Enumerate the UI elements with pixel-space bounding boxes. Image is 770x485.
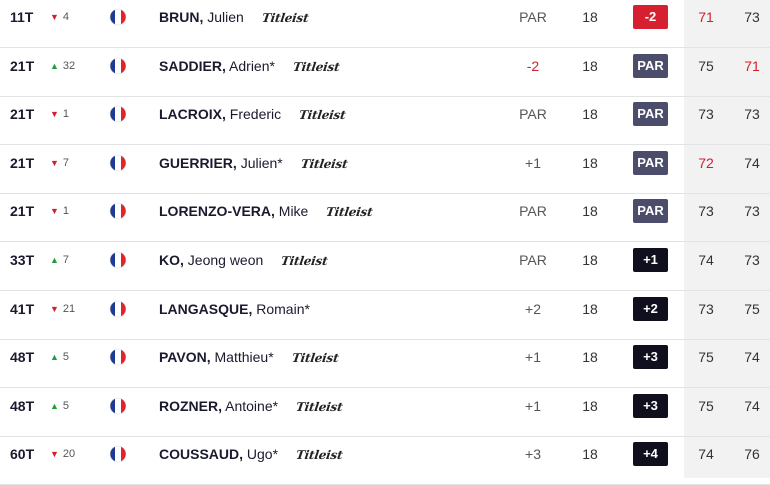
total-score	[633, 291, 668, 339]
down-triangle-icon: ▼	[50, 449, 59, 460]
today-score: +3	[525, 446, 541, 463]
position-movement	[50, 436, 90, 484]
up-triangle-icon: ▲	[50, 352, 59, 363]
movement-value: 1	[62, 108, 70, 121]
player-last-name: LACROIX,	[159, 106, 226, 123]
total-score	[633, 145, 668, 193]
player-last-name: COUSSAUD,	[159, 446, 244, 463]
player-name[interactable]	[159, 193, 489, 241]
down-triangle-icon: ▼	[50, 157, 59, 168]
total-score	[633, 388, 668, 436]
round-1-score: 72	[698, 154, 714, 171]
holes-thru: 18	[582, 9, 598, 25]
player-first-name: Antoine*	[225, 397, 279, 414]
player-first-name: Romain*	[256, 300, 310, 317]
today-score: PAR	[519, 106, 547, 123]
total-score-badge: +3	[633, 394, 668, 418]
round-1-score: 71	[698, 9, 714, 25]
position-movement	[50, 388, 90, 436]
france-flag-icon	[109, 388, 127, 436]
player-last-name: LANGASQUE,	[159, 300, 253, 317]
total-score	[633, 96, 668, 144]
position-movement	[50, 96, 90, 144]
today-score: PAR	[519, 203, 547, 220]
player-name[interactable]	[159, 339, 489, 387]
today-score: +1	[525, 349, 541, 366]
total-score	[633, 48, 668, 96]
position-movement	[50, 0, 90, 47]
france-flag-icon	[109, 291, 127, 339]
down-triangle-icon: ▼	[50, 109, 59, 120]
position: 33T	[10, 252, 35, 268]
position: 21T	[10, 154, 35, 171]
player-first-name: Jeong weon	[187, 252, 264, 268]
position-movement	[50, 291, 90, 339]
france-flag-icon	[109, 48, 127, 96]
today-score: +2	[525, 300, 541, 317]
player-name[interactable]	[159, 145, 489, 193]
down-triangle-icon: ▼	[50, 303, 59, 314]
holes-thru: 18	[582, 57, 598, 74]
holes-thru: 18	[582, 252, 598, 268]
france-flag-icon	[109, 145, 127, 193]
leaderboard-row[interactable]	[0, 96, 770, 145]
player-name[interactable]	[159, 388, 489, 436]
leaderboard-row[interactable]	[0, 242, 770, 291]
player-name[interactable]	[159, 291, 489, 339]
holes-thru: 18	[582, 397, 598, 414]
player-name[interactable]	[159, 96, 489, 144]
movement-value: 4	[62, 11, 70, 23]
movement-value: 5	[62, 351, 70, 364]
round-2-score: 75	[744, 300, 760, 317]
round-1-score: 74	[698, 446, 714, 463]
player-first-name: Matthieu*	[214, 349, 274, 366]
round-2-score: 74	[744, 154, 760, 171]
sponsor-logo: Titleist	[260, 11, 310, 25]
position-movement	[50, 193, 90, 241]
france-flag-icon	[109, 339, 127, 387]
round-1-score: 75	[698, 57, 714, 74]
sponsor-logo: Titleist	[294, 399, 344, 414]
up-triangle-icon: ▲	[50, 255, 59, 265]
player-first-name: Julien	[207, 9, 244, 25]
total-score	[633, 0, 668, 47]
position-movement	[50, 339, 90, 387]
leaderboard-row[interactable]	[0, 339, 770, 388]
total-score-badge: +2	[633, 297, 668, 321]
position-movement	[50, 242, 90, 290]
position: 11T	[10, 9, 34, 25]
position: 48T	[10, 349, 35, 366]
total-score-badge: +1	[633, 248, 668, 272]
player-last-name: LORENZO-VERA,	[159, 203, 275, 220]
today-score: PAR	[519, 9, 547, 25]
sponsor-logo: Titleist	[294, 448, 344, 463]
player-first-name: Ugo*	[246, 446, 279, 463]
holes-thru: 18	[582, 349, 598, 366]
round-2-score: 73	[744, 106, 760, 123]
player-last-name: GUERRIER,	[159, 154, 237, 171]
sponsor-logo: Titleist	[280, 254, 329, 268]
player-last-name: BRUN,	[159, 9, 204, 25]
round-1-score: 73	[698, 300, 714, 317]
total-score	[633, 339, 668, 387]
total-score-badge: -2	[633, 5, 668, 29]
player-last-name: ROZNER,	[159, 397, 222, 414]
total-score-badge: PAR	[633, 151, 668, 175]
round-2-score: 76	[744, 446, 760, 463]
sponsor-logo: Titleist	[290, 351, 340, 366]
position: 21T	[10, 57, 35, 74]
movement-value: 5	[62, 399, 70, 412]
sponsor-logo: Titleist	[291, 59, 341, 74]
position: 21T	[10, 106, 35, 123]
holes-thru: 18	[582, 106, 598, 123]
holes-thru: 18	[582, 446, 598, 463]
movement-value: 7	[62, 254, 70, 266]
total-score-badge: PAR	[633, 102, 668, 126]
movement-value: 32	[62, 59, 76, 72]
holes-thru: 18	[582, 154, 598, 171]
sponsor-logo: Titleist	[298, 108, 347, 123]
leaderboard-row[interactable]	[0, 291, 770, 340]
player-last-name: KO,	[159, 252, 184, 268]
movement-value: 7	[62, 156, 70, 169]
today-score: -2	[526, 57, 540, 74]
france-flag-icon	[109, 193, 127, 241]
round-1-score: 73	[698, 106, 714, 123]
leaderboard-row[interactable]	[0, 48, 770, 97]
france-flag-icon	[109, 96, 127, 144]
total-score	[633, 242, 668, 290]
france-flag-icon	[109, 0, 127, 47]
round-2-score: 74	[744, 349, 760, 366]
total-score	[633, 436, 668, 484]
today-score: PAR	[519, 252, 547, 268]
today-score: +1	[525, 397, 541, 414]
position-movement	[50, 145, 90, 193]
down-triangle-icon: ▼	[50, 12, 59, 22]
up-triangle-icon: ▲	[50, 60, 59, 71]
leaderboard-row[interactable]	[0, 193, 770, 242]
round-2-score: 73	[744, 252, 760, 268]
france-flag-icon	[109, 436, 127, 484]
round-2-score: 71	[744, 57, 760, 74]
round-2-score: 73	[744, 9, 760, 25]
round-1-score: 73	[698, 203, 714, 220]
sponsor-logo: Titleist	[299, 156, 349, 171]
france-flag-icon	[109, 242, 127, 290]
player-last-name: PAVON,	[159, 349, 211, 366]
total-score	[633, 193, 668, 241]
player-first-name: Frederic	[229, 106, 282, 123]
round-2-score: 73	[744, 203, 760, 220]
sponsor-logo: Titleist	[325, 205, 374, 220]
player-first-name: Adrien*	[229, 57, 275, 74]
round-1-score: 75	[698, 349, 714, 366]
movement-value: 21	[62, 302, 76, 315]
player-name[interactable]	[159, 242, 489, 290]
position: 60T	[10, 446, 35, 463]
player-name[interactable]	[159, 436, 489, 484]
leaderboard-row[interactable]	[0, 145, 770, 194]
total-score-badge: +4	[633, 442, 668, 466]
leaderboard-row[interactable]	[0, 0, 770, 48]
position: 48T	[10, 397, 35, 414]
round-1-score: 74	[698, 252, 714, 268]
up-triangle-icon: ▲	[50, 400, 59, 411]
movement-value: 20	[62, 448, 76, 461]
position: 21T	[10, 203, 35, 220]
total-score-badge: PAR	[633, 54, 668, 78]
down-triangle-icon: ▼	[50, 206, 59, 217]
total-score-badge: +3	[633, 345, 668, 369]
round-2-score: 74	[744, 397, 760, 414]
player-last-name: SADDIER,	[159, 57, 226, 74]
player-name[interactable]	[159, 48, 489, 96]
holes-thru: 18	[582, 300, 598, 317]
player-name[interactable]	[159, 0, 489, 47]
position-movement	[50, 48, 90, 96]
player-first-name: Julien*	[240, 154, 283, 171]
holes-thru: 18	[582, 203, 598, 220]
round-1-score: 75	[698, 397, 714, 414]
leaderboard-row[interactable]	[0, 388, 770, 437]
player-first-name: Mike	[278, 203, 309, 220]
total-score-badge: PAR	[633, 199, 668, 223]
movement-value: 1	[62, 205, 70, 218]
position: 41T	[10, 300, 35, 317]
today-score: +1	[525, 154, 541, 171]
